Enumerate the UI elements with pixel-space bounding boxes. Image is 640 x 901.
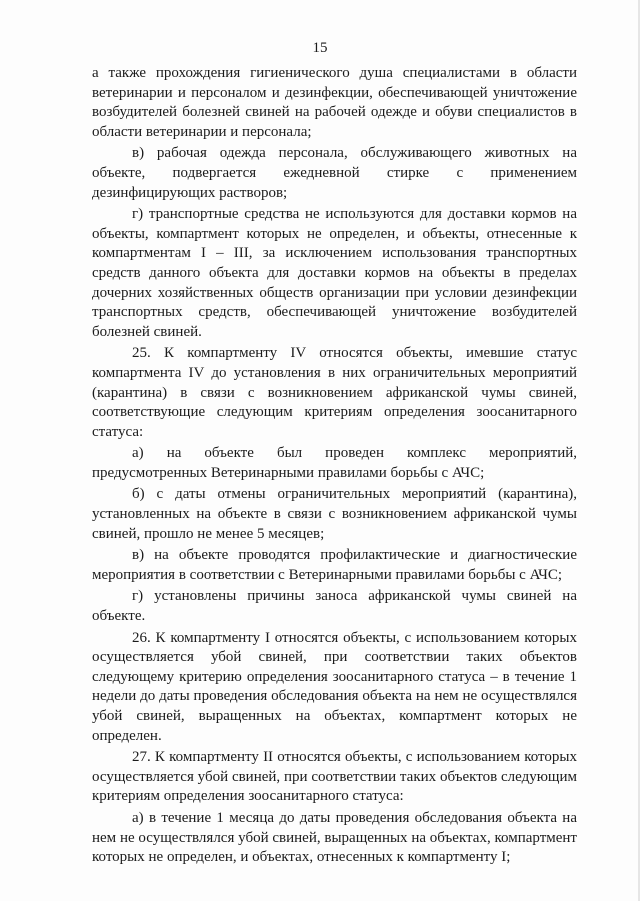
paragraph-item-v: в) рабочая одежда персонала, обслуживающего животных на объекте, подвергается ежедневной стирке с применением дезинфицирующих растворов; [92, 145, 577, 201]
paragraph-clause-25: 25. К компартменту IV относятся объекты, имевшие статус компартмента IV до установления в них ограничительных мероприятий (карантина) в связи с возникновением африканской чумы свиней, соответствующие следующим критериям определения зоосанитарного статуса: [92, 345, 577, 440]
paragraph-clause-25-b: б) с даты отмены ограничительных мероприятий (карантина), установленных на объекте в связи с возникновением африканской чумы свиней, прошло не менее 5 месяцев; [92, 486, 577, 542]
paragraph-continuation: а также прохождения гигиенического душа специалистами в области ветеринарии и персоналом и дезинфекции, обеспечивающей уничтожение возбудителей болезней свиней на рабочей одежде и обуви специалистов в области ветеринарии и персонала; [92, 65, 577, 140]
paragraph-clause-25-v: в) на объекте проводятся профилактические и диагностические мероприятия в соответствии с Ветеринарными правилами борьбы с АЧС; [92, 547, 577, 583]
paragraph-clause-25-a: а) на объекте был проведен комплекс мероприятий, предусмотренных Ветеринарными правилами борьбы с АЧС; [92, 445, 577, 481]
paragraph-clause-25-g: г) установлены причины заноса африканской чумы свиней на объекте. [92, 588, 577, 625]
paragraph-clause-27: 27. К компартменту II относятся объекты, с использованием которых осуществляется убой свиней, при соответствии таких объектов следующим критериям определения зоосанитарного статуса: [92, 749, 577, 805]
paragraph-clause-27-a: а) в течение 1 месяца до даты проведения обследования объекта на нем не осуществлялся убой свиней, выращенных на объектах, компартмент которых не определен, и объектах, отнесенных к компартменту I; [92, 809, 577, 866]
document-body [92, 64, 577, 868]
page-number: 15 [312, 40, 328, 56]
paragraph-item-g: г) транспортные средства не используются для доставки кормов на объекты, компартмент которых не определен, и объекты, отнесенные к компартментам I – III, за исключением использования транспортных средств данного объекта для доставки кормов на объекты в пределах дочерних хозяйственных обществ организации при условии дезинфекции транспортных средств, обеспечивающей уничтожение возбудителей болезней свиней. [92, 206, 577, 340]
paragraph-clause-26: 26. К компартменту I относятся объекты, с использованием которых осуществляется убой свиней, при соответствии таких объектов следующему критерию определения зоосанитарного статуса – в течение 1 недели до даты проведения обследования объекта на нем не осуществлялся убой свиней, выращенных на объектах, компартмент которых не определен. [92, 629, 577, 744]
